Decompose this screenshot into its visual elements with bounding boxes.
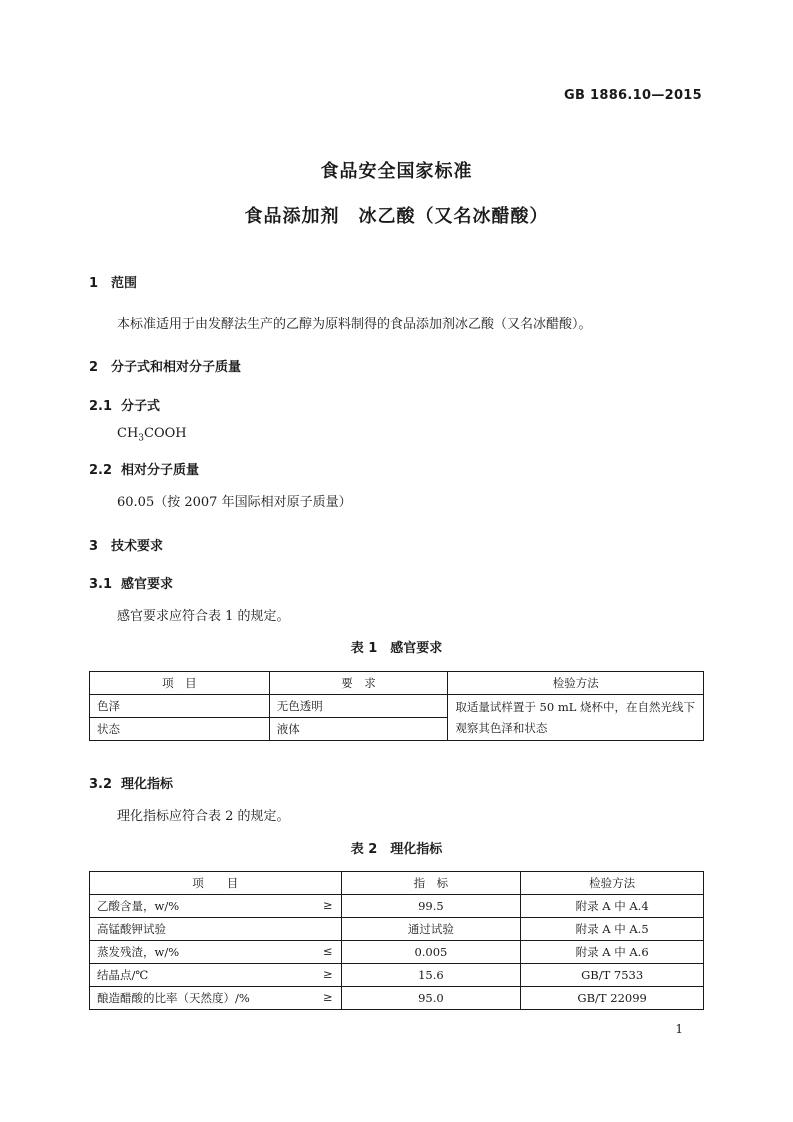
item-cell: 结晶点/℃ ≥ [90,964,342,987]
table-header-cell: 要 求 [269,672,448,695]
section-number: 3 [89,539,99,554]
value-cell: 95.0 [341,987,521,1010]
section-title: 技术要求 [111,539,164,554]
section-2-1-heading [89,395,160,414]
section-number: 2 [89,360,99,375]
section-1-heading [89,272,137,291]
table-row [90,895,704,918]
section-3-1-heading [89,573,173,592]
requirement-cell: 无色透明 [269,695,448,718]
table-1 [89,671,704,741]
method-cell: 附录 A 中 A.6 [521,941,704,964]
page-number: 1 [675,1022,683,1036]
document-title: 食品安全国家标准 [320,161,473,182]
table-header-cell: 检验方法 [448,672,704,695]
document-subtitle: 食品添加剂 冰乙酸（又名冰醋酸） [244,206,549,227]
section-title: 分子式和相对分子质量 [111,360,242,375]
section-title: 相对分子质量 [121,463,200,478]
section-number: 2.1 [89,399,113,414]
section-3-2-heading [89,773,173,792]
table-header-row [90,672,704,695]
section-3-2-body: 理化指标应符合表 2 的规定。 [117,809,290,824]
table-2 [89,871,704,1010]
method-cell: 附录 A 中 A.5 [521,918,704,941]
table-header-cell: 项 目 [90,672,270,695]
comparison-operator: ≥ [322,967,333,981]
section-title: 感官要求 [121,577,174,592]
section-2-2-heading [89,459,199,478]
value-cell: 0.005 [341,941,521,964]
item-cell: 乙酸含量，w/% ≥ [90,895,342,918]
table-2-caption: 表 2 理化指标 [350,842,443,857]
method-cell: 附录 A 中 A.4 [521,895,704,918]
table-row [90,987,704,1010]
table-row [90,964,704,987]
item-cell: 酿造醋酸的比率（天然度）/% ≥ [90,987,342,1010]
table-row [90,941,704,964]
molecular-formula: $CH_3COOH$ [117,426,187,444]
method-cell [448,695,704,741]
section-title: 理化指标 [121,777,174,792]
section-title: 分子式 [121,399,161,414]
value-cell: 99.5 [341,895,521,918]
comparison-operator: ≥ [322,990,333,1004]
method-line: 取适量试样置于 50 mL 烧杯中，在自然光线下 [455,700,696,714]
section-2-heading [89,356,241,375]
section-number: 1 [89,276,99,291]
section-1-body: 本标准适用于由发酵法生产的乙醇为原料制得的食品添加剂冰乙酸（又名冰醋酸）。 [117,317,592,332]
section-title: 范围 [111,276,138,291]
comparison-operator: ≥ [322,898,333,912]
table-row [90,695,704,718]
section-3-heading [89,535,163,554]
table-1-caption: 表 1 感官要求 [350,641,443,656]
section-number: 2.2 [89,463,113,478]
table-header-cell: 指 标 [341,872,521,895]
item-cell: 状态 [90,718,270,741]
molecular-weight: 60.05（按 2007 年国际相对原子质量） [117,495,352,510]
item-cell: 蒸发残渣，w/% ≤ [90,941,342,964]
item-cell: 高锰酸钾试验 [90,918,342,941]
requirement-cell: 液体 [269,718,448,741]
section-3-1-body: 感官要求应符合表 1 的规定。 [117,609,290,624]
standard-code: GB 1886.10—2015 [564,88,702,103]
table-header-cell: 检验方法 [521,872,704,895]
item-cell: 色泽 [90,695,270,718]
method-line: 观察其色泽和状态 [455,721,548,735]
section-number: 3.1 [89,577,113,592]
value-cell: 15.6 [341,964,521,987]
method-cell: GB/T 22099 [521,987,704,1010]
method-cell: GB/T 7533 [521,964,704,987]
table-header-cell: 项 目 [90,872,342,895]
table-row [90,918,704,941]
comparison-operator: ≤ [322,944,333,958]
section-number: 3.2 [89,777,113,792]
table-header-row [90,872,704,895]
value-cell: 通过试验 [341,918,521,941]
